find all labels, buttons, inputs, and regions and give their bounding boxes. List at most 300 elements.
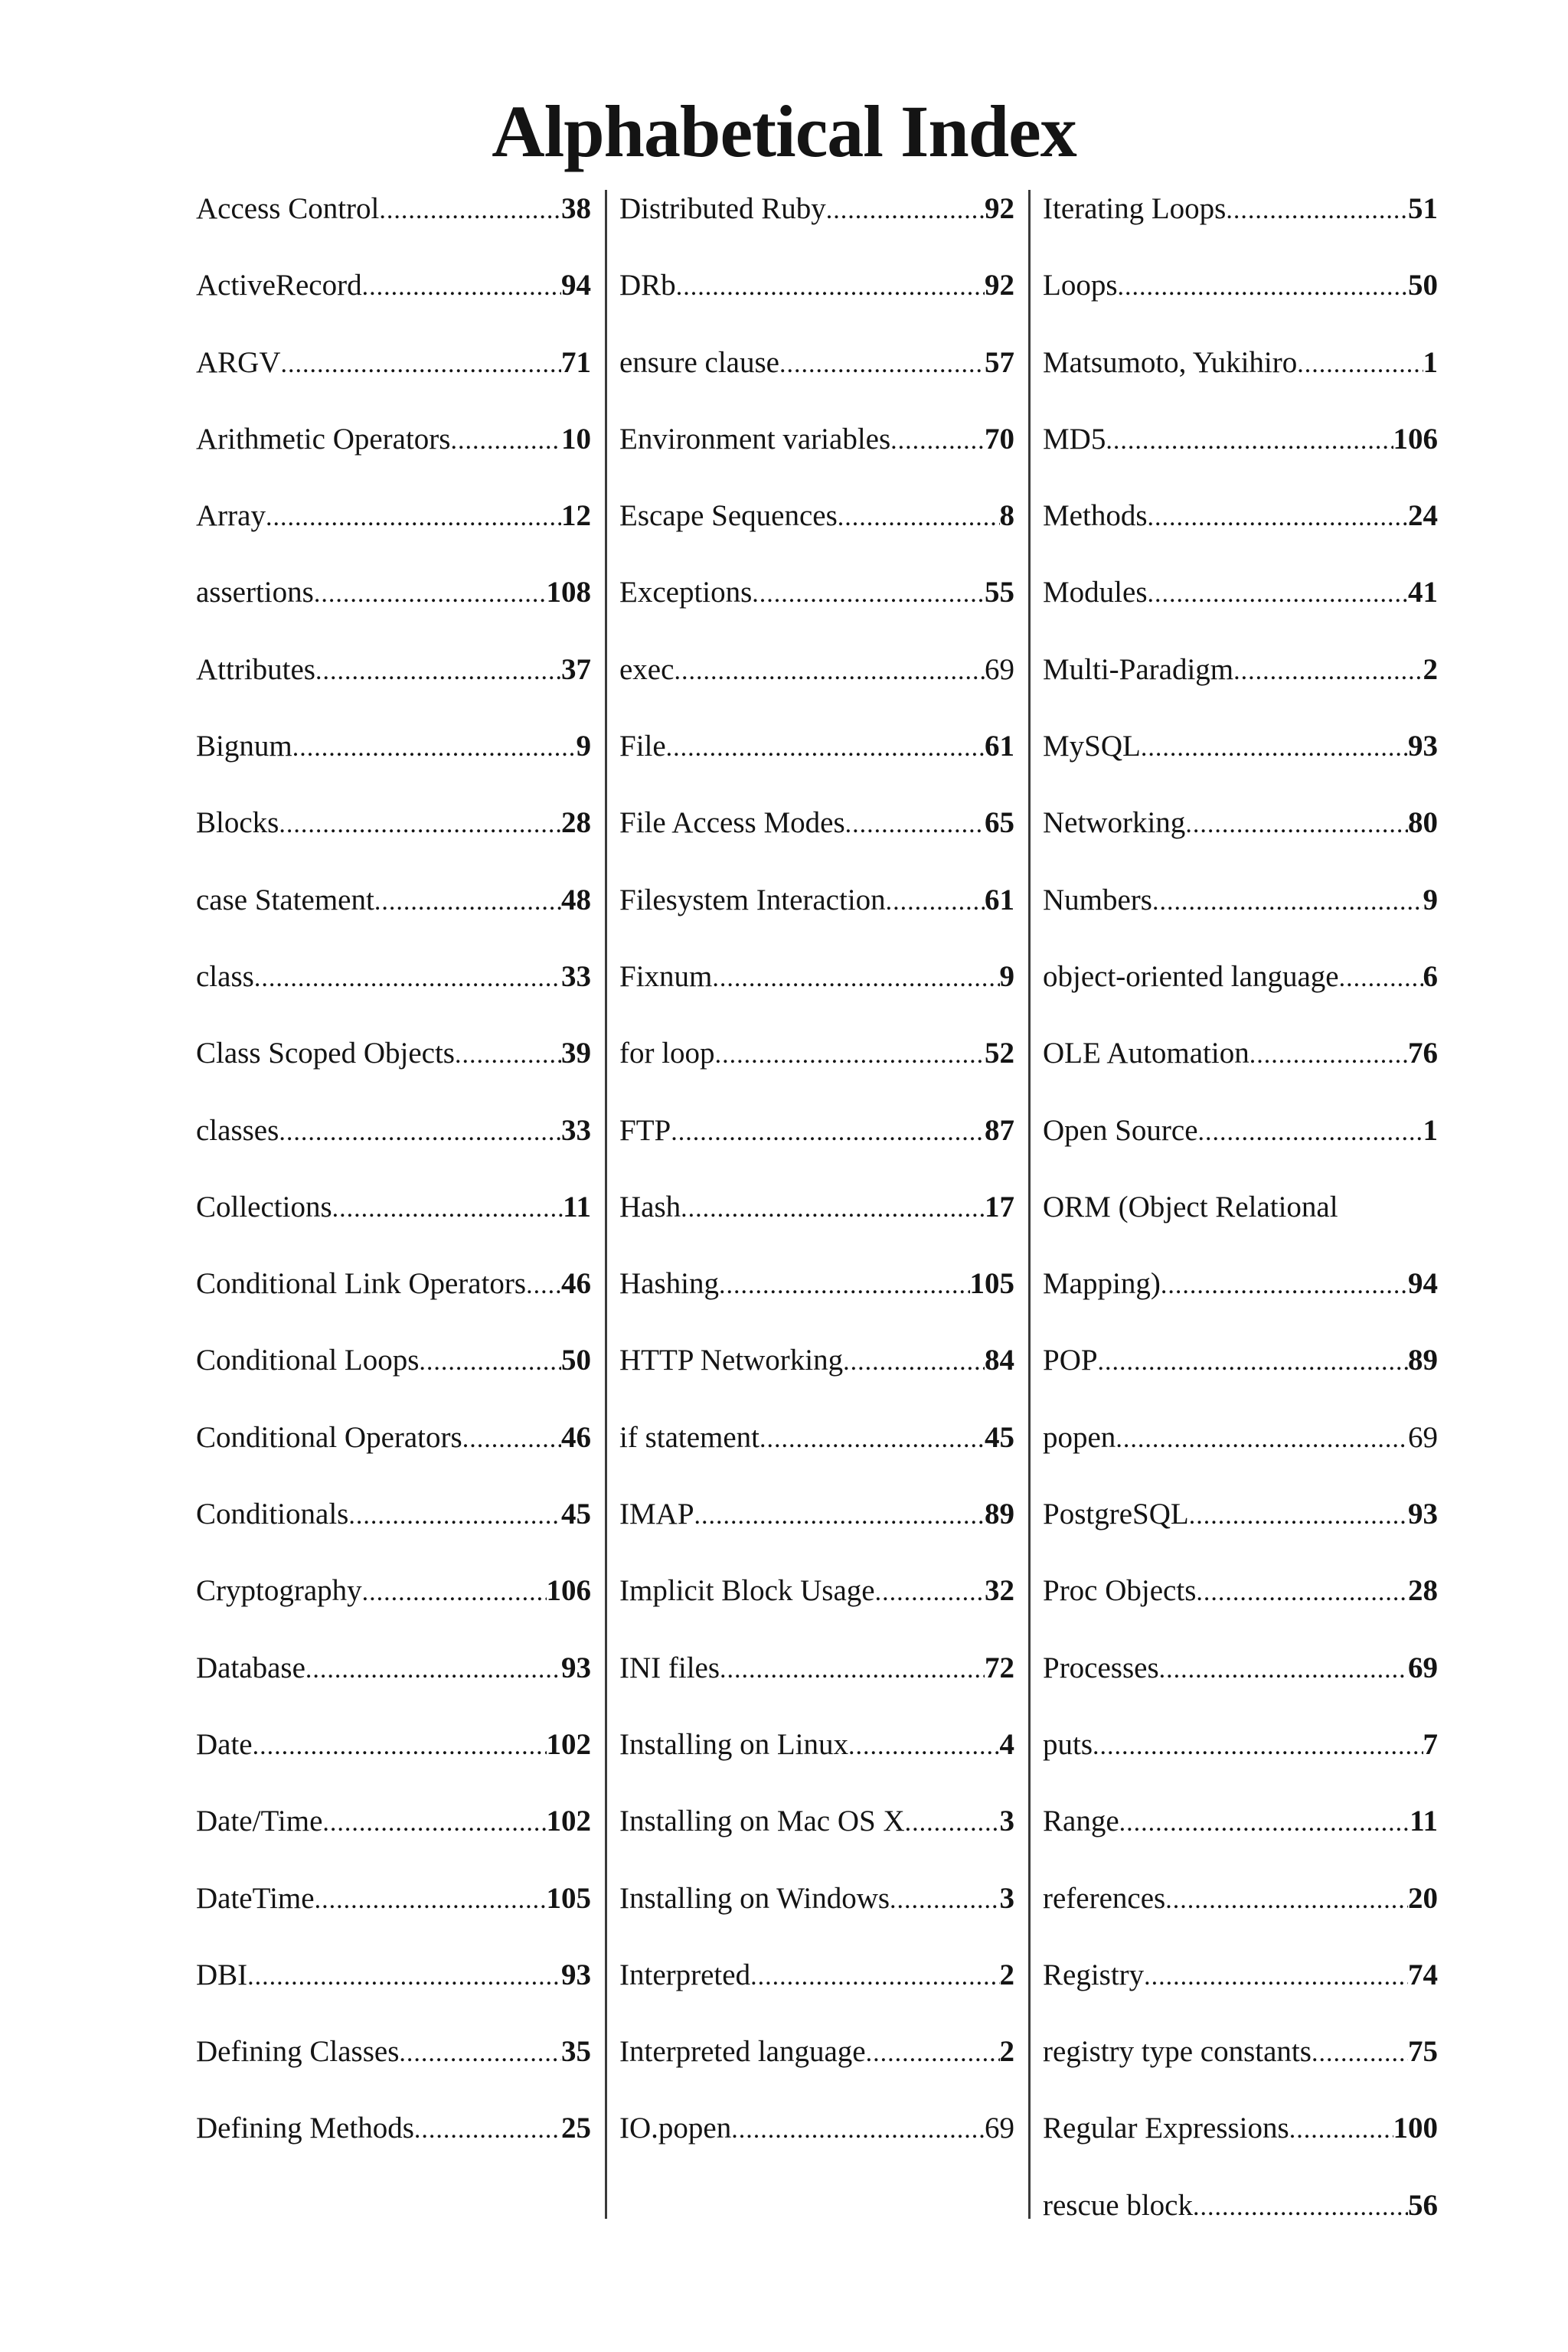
index-page-number: 71 <box>561 345 591 379</box>
index-term: Modules <box>1043 576 1148 609</box>
index-entry <box>1043 340 1438 416</box>
index-page-number: 33 <box>561 959 591 993</box>
index-page-number: 7 <box>1423 1727 1438 1761</box>
dot-leader <box>247 1954 561 2000</box>
dot-leader <box>266 495 561 541</box>
index-entry <box>619 1952 1014 2029</box>
index-page-number: 46 <box>561 1267 591 1301</box>
index-entry <box>619 724 1014 800</box>
index-page-number: 39 <box>561 1037 591 1070</box>
dot-leader <box>348 1493 561 1539</box>
dot-leader <box>838 495 1000 541</box>
index-term: object-oriented language <box>1043 959 1339 993</box>
index-page-number: 48 <box>561 883 591 916</box>
index-entry <box>196 2029 591 2105</box>
index-term: File <box>619 730 666 763</box>
index-page-number: 56 <box>1408 2188 1438 2222</box>
index-term: for loop <box>619 1037 715 1070</box>
index-page-number: 51 <box>1408 192 1438 225</box>
index-entry <box>1043 570 1438 646</box>
index-page-number: 46 <box>561 1420 591 1454</box>
index-page-number: 93 <box>1408 1498 1438 1531</box>
index-entry <box>619 1798 1014 1875</box>
index-entry <box>1043 1952 1438 2029</box>
index-page-number: 69 <box>985 2112 1014 2145</box>
index-term: POP <box>1043 1344 1098 1377</box>
index-page-number: 61 <box>985 730 1014 763</box>
index-page-number: 55 <box>985 576 1014 609</box>
index-page-number: 100 <box>1393 2112 1438 2145</box>
index-term: Cryptography <box>196 1574 362 1608</box>
dot-leader <box>674 648 985 694</box>
index-entry <box>196 2105 591 2182</box>
index-entry <box>1043 493 1438 570</box>
index-column-3 <box>1043 186 1438 2259</box>
index-page-number: 92 <box>985 269 1014 302</box>
index-term: rescue block <box>1043 2188 1193 2222</box>
index-page-number: 105 <box>546 1881 591 1915</box>
dot-leader <box>1289 2107 1393 2153</box>
index-entry <box>196 647 591 724</box>
dot-leader <box>1148 495 1409 541</box>
index-term: Date/Time <box>196 1805 323 1838</box>
dot-leader <box>455 1032 561 1078</box>
index-page-number: 45 <box>985 1420 1014 1454</box>
index-page-number: 93 <box>1408 730 1438 763</box>
dot-leader <box>1339 956 1423 1001</box>
dot-leader <box>845 802 985 848</box>
dot-leader <box>1141 725 1408 771</box>
index-term: DBI <box>196 1958 248 1991</box>
index-entry <box>196 1108 591 1184</box>
dot-leader <box>305 1647 561 1693</box>
index-term: Interpreted language <box>619 2035 866 2069</box>
index-term: Range <box>1043 1805 1119 1838</box>
index-page-number: 72 <box>985 1651 1014 1684</box>
index-column-2 <box>619 186 1014 2183</box>
dot-leader <box>848 1723 1000 1769</box>
index-page-number: 69 <box>1408 1651 1438 1684</box>
index-term: if statement <box>619 1420 760 1454</box>
index-page-number: 3 <box>999 1881 1014 1915</box>
dot-leader <box>666 725 985 771</box>
dot-leader <box>676 264 985 310</box>
dot-leader <box>1118 264 1409 310</box>
index-entry <box>196 1031 591 1107</box>
dot-leader <box>720 1647 985 1693</box>
index-page-number: 70 <box>985 422 1014 456</box>
index-page-number: 11 <box>563 1190 591 1223</box>
index-term: Blocks <box>196 806 279 840</box>
dot-leader <box>1297 341 1423 387</box>
index-entry <box>196 263 591 339</box>
index-term: Conditional Loops <box>196 1344 420 1377</box>
index-entry <box>196 1722 591 1798</box>
index-term: classes <box>196 1113 279 1147</box>
index-page-number: 92 <box>985 192 1014 225</box>
dot-leader <box>1233 648 1423 694</box>
index-term: Date <box>196 1727 253 1761</box>
index-term: Proc Objects <box>1043 1574 1197 1608</box>
dot-leader <box>905 1800 1000 1846</box>
index-entry <box>196 1415 591 1491</box>
dot-leader <box>890 1877 999 1923</box>
index-term: Matsumoto, Yukihiro <box>1043 345 1298 379</box>
index-entry <box>619 416 1014 493</box>
dot-leader <box>362 264 561 310</box>
index-term: Conditional Link Operators <box>196 1267 527 1301</box>
index-entry <box>619 1108 1014 1184</box>
index-term: DateTime <box>196 1881 315 1915</box>
index-page-number: 89 <box>1408 1344 1438 1377</box>
index-page-number: 32 <box>985 1574 1014 1608</box>
index-entry <box>619 493 1014 570</box>
index-page-number: 25 <box>561 2112 591 2145</box>
index-entry <box>619 1645 1014 1722</box>
index-entry <box>196 186 591 263</box>
index-entry <box>1043 263 1438 339</box>
index-entry <box>1043 877 1438 954</box>
index-page-number: 1 <box>1423 345 1438 379</box>
index-entry <box>1043 1031 1438 1107</box>
index-page-number: 102 <box>546 1727 591 1761</box>
dot-leader <box>374 879 561 925</box>
index-entry <box>619 340 1014 416</box>
index-page-number: 12 <box>561 499 591 533</box>
dot-leader <box>886 879 985 925</box>
index-term: Iterating Loops <box>1043 192 1227 225</box>
index-entry <box>1043 1568 1438 1645</box>
index-term: DRb <box>619 269 676 302</box>
index-term: Methods <box>1043 499 1148 533</box>
index-term: Escape Sequences <box>619 499 838 533</box>
index-entry <box>1043 1415 1438 1491</box>
index-term: Open Source <box>1043 1113 1198 1147</box>
index-term: Collections <box>196 1190 332 1223</box>
index-term: Array <box>196 499 266 533</box>
dot-leader <box>362 1570 547 1615</box>
index-entry <box>1043 1108 1438 1184</box>
index-entry <box>196 1952 591 2029</box>
index-entry <box>619 2029 1014 2105</box>
index-term: ActiveRecord <box>196 269 362 302</box>
index-term-continuation: Mapping) <box>1043 1267 1161 1301</box>
dot-leader <box>866 2030 1000 2076</box>
dot-leader <box>1250 1032 1408 1078</box>
index-page-number: 108 <box>546 576 591 609</box>
index-page-number: 50 <box>561 1344 591 1377</box>
index-term: Loops <box>1043 269 1118 302</box>
index-entry <box>1043 1876 1438 1952</box>
index-page-number: 1 <box>1423 1113 1438 1147</box>
index-term: popen <box>1043 1420 1116 1454</box>
index-entry <box>1043 2183 1438 2259</box>
dot-leader <box>1226 188 1408 234</box>
index-term: Attributes <box>196 652 315 686</box>
index-term: Regular Expressions <box>1043 2112 1289 2145</box>
index-entry <box>619 1184 1014 1261</box>
index-entry <box>1043 2029 1438 2105</box>
index-entry <box>196 1568 591 1645</box>
index-page-number: 69 <box>1408 1420 1438 1454</box>
index-entry <box>1043 647 1438 724</box>
index-page-number: 74 <box>1408 1958 1438 1991</box>
index-entry <box>196 493 591 570</box>
index-term: IMAP <box>619 1498 694 1531</box>
dot-leader <box>712 956 999 1001</box>
index-page-number: 9 <box>576 730 591 763</box>
index-page-number: 65 <box>985 806 1014 840</box>
index-entry <box>196 1338 591 1414</box>
index-entry <box>196 1876 591 1952</box>
index-term: puts <box>1043 1727 1093 1761</box>
dot-leader <box>1098 1339 1408 1385</box>
dot-leader <box>1093 1723 1423 1769</box>
index-term: Bignum <box>196 730 292 763</box>
index-entry <box>196 340 591 416</box>
dot-leader <box>760 1416 985 1462</box>
dot-leader <box>681 1186 985 1232</box>
index-entry <box>196 1261 591 1338</box>
index-entry <box>1043 1798 1438 1875</box>
index-page-number: 45 <box>561 1498 591 1531</box>
index-entry <box>619 1876 1014 1952</box>
index-entry <box>1043 1722 1438 1798</box>
index-term: Fixnum <box>619 959 713 993</box>
dot-leader <box>462 1416 561 1462</box>
index-term: class <box>196 959 254 993</box>
dot-leader <box>315 648 561 694</box>
index-page-number: 20 <box>1408 1881 1438 1915</box>
index-entry <box>619 570 1014 646</box>
dot-leader <box>1148 571 1409 617</box>
index-page-number: 2 <box>999 2035 1014 2069</box>
dot-leader <box>843 1339 985 1385</box>
index-page-number: 93 <box>561 1651 591 1684</box>
index-entry-continuation <box>1043 1261 1438 1308</box>
dot-leader <box>779 341 985 387</box>
index-entry <box>619 1338 1014 1414</box>
dot-leader <box>719 1263 970 1308</box>
index-term: OLE Automation <box>1043 1037 1250 1070</box>
index-term: exec <box>619 652 675 686</box>
dot-leader <box>671 1109 985 1155</box>
index-entry <box>196 724 591 800</box>
index-page-number: 6 <box>1423 959 1438 993</box>
index-term: Installing on Mac OS X <box>619 1805 905 1838</box>
index-entry <box>1043 1338 1438 1414</box>
index-page-number: 69 <box>985 652 1014 686</box>
index-entry <box>1043 1491 1438 1568</box>
index-entry <box>619 2105 1014 2182</box>
dot-leader <box>1196 1570 1408 1615</box>
index-entry <box>196 800 591 877</box>
index-term: ORM (Object Relational <box>1043 1190 1338 1223</box>
index-page-number: 57 <box>985 345 1014 379</box>
index-entry <box>619 1568 1014 1645</box>
index-entry <box>1043 1645 1438 1722</box>
index-entry <box>196 954 591 1031</box>
index-entry <box>1043 416 1438 493</box>
index-page-number: 61 <box>985 883 1014 916</box>
dot-leader <box>1159 1647 1408 1693</box>
index-entry <box>619 877 1014 954</box>
dot-leader <box>253 1723 547 1769</box>
index-entry <box>619 954 1014 1031</box>
index-page-number: 94 <box>561 269 591 302</box>
index-term: Registry <box>1043 1958 1145 1991</box>
index-term: ensure clause <box>619 345 779 379</box>
index-term: Implicit Block Usage <box>619 1574 875 1608</box>
index-entry <box>196 1491 591 1568</box>
index-term: Installing on Windows <box>619 1881 890 1915</box>
index-page-number: 9 <box>1423 883 1438 916</box>
index-entry <box>196 1184 591 1261</box>
index-term: case Statement <box>196 883 374 916</box>
dot-leader <box>314 571 547 617</box>
index-term: FTP <box>619 1113 671 1147</box>
dot-leader <box>694 1493 985 1539</box>
index-page-number: 2 <box>1423 652 1438 686</box>
dot-leader <box>379 188 561 234</box>
index-page-number: 33 <box>561 1113 591 1147</box>
index-term: Numbers <box>1043 883 1152 916</box>
index-entry <box>1043 1184 1438 1338</box>
index-page-number: 75 <box>1408 2035 1438 2069</box>
index-page-number: 52 <box>985 1037 1014 1070</box>
index-page-number: 93 <box>561 1958 591 1991</box>
index-term: Interpreted <box>619 1958 751 1991</box>
index-page-number: 106 <box>1393 422 1438 456</box>
dot-leader <box>1116 1416 1408 1462</box>
index-page-number: 102 <box>546 1805 591 1838</box>
index-page-number: 94 <box>1408 1267 1438 1301</box>
dot-leader <box>890 418 985 464</box>
index-page-number: 87 <box>985 1113 1014 1147</box>
index-page-number: 4 <box>999 1727 1014 1761</box>
index-term: Distributed Ruby <box>619 192 826 225</box>
index-entry <box>619 1031 1014 1107</box>
index-entry <box>1043 800 1438 877</box>
index-term: Conditionals <box>196 1498 349 1531</box>
index-page-number: 37 <box>561 652 591 686</box>
index-term: IO.popen <box>619 2112 732 2145</box>
index-term: assertions <box>196 576 314 609</box>
index-term: references <box>1043 1881 1166 1915</box>
dot-leader <box>750 1954 999 2000</box>
index-page-number: 76 <box>1408 1037 1438 1070</box>
index-entry <box>619 1491 1014 1568</box>
index-term: ARGV <box>196 345 281 379</box>
dot-leader <box>752 571 985 617</box>
index-term: MD5 <box>1043 422 1106 456</box>
index-page-number: 3 <box>999 1805 1014 1838</box>
index-term: Filesystem Interaction <box>619 883 886 916</box>
dot-leader <box>315 1877 547 1923</box>
dot-leader <box>332 1186 563 1232</box>
column-divider <box>1028 190 1031 2219</box>
index-page-number: 50 <box>1408 269 1438 302</box>
dot-leader <box>731 2107 985 2153</box>
dot-leader <box>279 1109 561 1155</box>
index-entry <box>196 570 591 646</box>
index-entry <box>619 186 1014 263</box>
index-entry <box>619 800 1014 877</box>
index-page-number: 105 <box>969 1267 1014 1301</box>
index-entry <box>1043 2105 1438 2182</box>
index-term: Environment variables <box>619 422 891 456</box>
index-entry <box>1043 724 1438 800</box>
index-page-number: 11 <box>1410 1805 1438 1838</box>
index-term: Processes <box>1043 1651 1159 1684</box>
index-page-number: 2 <box>999 1958 1014 1991</box>
dot-leader <box>875 1570 985 1615</box>
index-term: Exceptions <box>619 576 753 609</box>
dot-leader <box>1152 879 1423 925</box>
index-entry <box>196 416 591 493</box>
index-term: Access Control <box>196 192 380 225</box>
dot-leader <box>292 725 577 771</box>
dot-leader <box>414 2107 561 2153</box>
index-entry <box>619 647 1014 724</box>
dot-leader <box>1193 2184 1408 2230</box>
dot-leader <box>1185 802 1408 848</box>
index-page-number: 28 <box>1408 1574 1438 1608</box>
index-page-number: 89 <box>985 1498 1014 1531</box>
index-page-number: 35 <box>561 2035 591 2069</box>
index-entry <box>619 1261 1014 1338</box>
index-page-number: 24 <box>1408 499 1438 533</box>
dot-leader <box>526 1263 561 1308</box>
index-entry <box>196 877 591 954</box>
index-page-number: 8 <box>999 499 1014 533</box>
index-entry <box>1043 954 1438 1031</box>
index-page-number: 41 <box>1408 576 1438 609</box>
dot-leader <box>1161 1263 1408 1308</box>
index-term: Defining Classes <box>196 2035 400 2069</box>
dot-leader <box>279 802 561 848</box>
index-term: Arithmetic Operators <box>196 422 451 456</box>
dot-leader <box>715 1032 985 1078</box>
index-term: File Access Modes <box>619 806 845 840</box>
index-term: PostgreSQL <box>1043 1498 1189 1531</box>
index-entry <box>1043 186 1438 263</box>
dot-leader <box>419 1339 561 1385</box>
index-page-number: 106 <box>546 1574 591 1608</box>
index-term: Hash <box>619 1190 681 1223</box>
index-page-number: 28 <box>561 806 591 840</box>
dot-leader <box>1119 1800 1410 1846</box>
index-term: Networking <box>1043 806 1186 840</box>
column-divider <box>605 190 607 2219</box>
index-term: Conditional Operators <box>196 1420 462 1454</box>
index-term: HTTP Networking <box>619 1344 844 1377</box>
index-page-number: 84 <box>985 1344 1014 1377</box>
index-term: Multi-Paradigm <box>1043 652 1234 686</box>
dot-leader <box>322 1800 546 1846</box>
index-term: Class Scoped Objects <box>196 1037 455 1070</box>
index-column-1 <box>196 186 591 2183</box>
dot-leader <box>450 418 561 464</box>
index-term: INI files <box>619 1651 720 1684</box>
index-page-number: 10 <box>561 422 591 456</box>
index-term: Installing on Linux <box>619 1727 848 1761</box>
dot-leader <box>1189 1493 1408 1539</box>
index-entry <box>196 1798 591 1875</box>
index-entry <box>196 1645 591 1722</box>
index-entry <box>619 263 1014 339</box>
dot-leader <box>1312 2030 1408 2076</box>
